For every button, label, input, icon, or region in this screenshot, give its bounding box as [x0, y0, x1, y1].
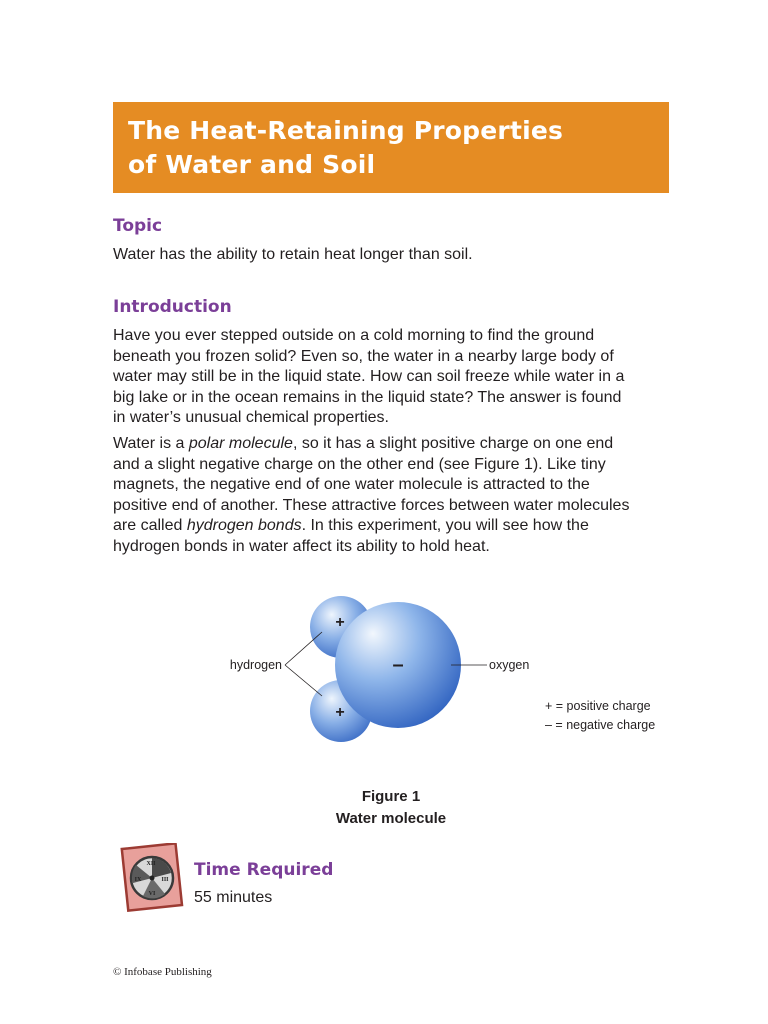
negative-sign: – — [392, 654, 404, 676]
text-span: are called — [113, 517, 187, 534]
clock-icon — [120, 843, 184, 913]
time-required-value: 55 minutes — [194, 889, 273, 906]
text-line: in water’s unusual chemical properties. — [113, 409, 389, 426]
text-line: positive end of another. These attractive forces between water molecules — [113, 496, 630, 514]
figure-caption-title: Water molecule — [335, 810, 447, 827]
legend-positive: + = positive charge — [545, 699, 651, 713]
hydrogen-leader-line-bottom — [285, 665, 322, 696]
clock-numeral-vi: VI — [148, 891, 156, 897]
hydrogen-bonds-term: hydrogen bonds — [186, 517, 302, 534]
text-line: magnets, the negative end of one water molecule is attracted to the — [113, 476, 590, 493]
page-title-line-2: of Water and Soil — [128, 150, 376, 179]
text-span: . In this experiment, you will see how the — [301, 517, 589, 534]
text-line: water may still be in the liquid state. How can soil freeze while water in a — [113, 368, 625, 385]
time-required-heading: Time Required — [194, 860, 334, 880]
text-line: big lake or in the ocean remains in the liquid state? The answer is found — [113, 388, 622, 406]
copyright-footer: © Infobase Publishing — [113, 966, 212, 978]
text-span: Water is a — [113, 435, 189, 452]
clock-numeral-iii: III — [161, 877, 169, 883]
topic-heading: Topic — [113, 216, 163, 236]
positive-sign-top: + — [335, 614, 345, 631]
legend-negative: – = negative charge — [545, 718, 656, 732]
text-line: Have you ever stepped outside on a cold morning to find the ground — [113, 327, 595, 344]
clock-center — [150, 876, 155, 881]
text-line: hydrogen bonds in water affect its ability to hold heat. — [113, 537, 490, 555]
text-line: beneath you frozen solid? Even so, the water in a nearby large body of — [113, 347, 614, 365]
page-title-line-1: The Heat-Retaining Properties — [128, 116, 564, 145]
clock-numeral-xii: XII — [146, 861, 156, 867]
figure-caption-number: Figure 1 — [361, 788, 421, 805]
oxygen-label: oxygen — [489, 658, 530, 672]
text-span: , so it has a slight positive charge on one end — [292, 435, 614, 452]
introduction-heading: Introduction — [113, 297, 232, 317]
hydrogen-leader-line-top — [285, 632, 322, 665]
clock-numeral-ix: IX — [134, 877, 142, 883]
topic-text-line: Water has the ability to retain heat longer than soil. — [113, 246, 473, 263]
polar-molecule-term: polar molecule — [188, 435, 293, 452]
hydrogen-label: hydrogen — [229, 658, 282, 672]
text-line: and a slight negative charge on the other end (see Figure 1). Like tiny — [113, 455, 606, 473]
positive-sign-bottom: + — [335, 704, 345, 721]
